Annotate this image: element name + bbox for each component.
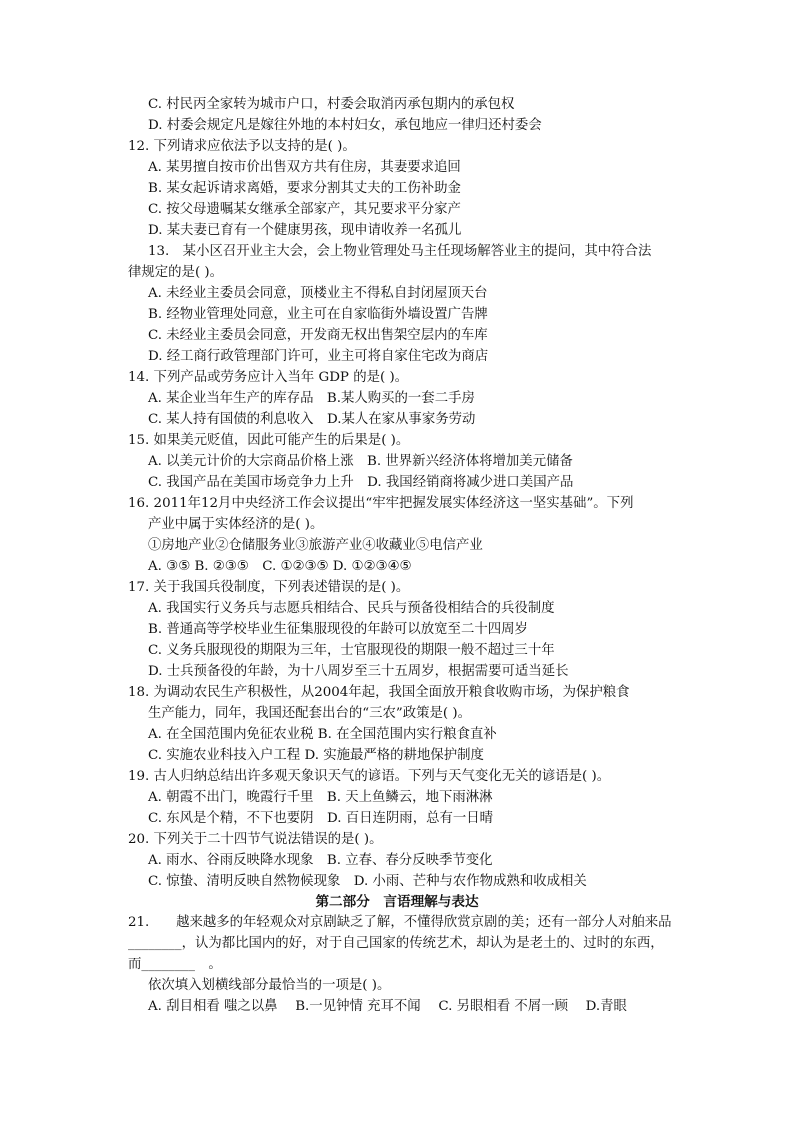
q17-option-c: C. 义务兵服现役的期限为三年，士官服现役的期限一般不超过三十年: [148, 643, 555, 658]
q19-options-ab: A. 朝霞不出门，晚霞行千里 B. 天上鱼鳞云，地下雨淋淋: [148, 790, 493, 805]
q12-option-a: A. 某男擅自按市价出售双方共有住房，其妻要求追回: [148, 160, 461, 175]
q17-stem: 17. 关于我国兵役制度，下列表述错误的是( )。: [128, 580, 410, 595]
q21-options: A. 刮目相看 嗤之以鼻 B.一见钟情 充耳不闻 C. 另眼相看 不屑一顾 D.青眼: [148, 999, 627, 1014]
q13-option-a: A. 未经业主委员会同意，顶楼业主不得私自封闭屋顶天台: [148, 286, 488, 301]
q15-options-ab: A. 以美元计价的大宗商品价格上涨 B. 世界新兴经济体将增加美元储备: [148, 454, 573, 469]
q12-option-b: B. 某女起诉请求离婚，要求分割其丈夫的工伤补助金: [148, 181, 461, 196]
section-heading: 第二部分 言语理解与表达: [315, 894, 479, 910]
q20-options-ab: A. 雨水、谷雨反映降水现象 B. 立春、春分反映季节变化: [148, 853, 493, 868]
q16-stem-line1: 16. 2011年12月中央经济工作会议提出“牢牢把握发展实体经济这一坚实基础”。下列: [128, 496, 634, 511]
q13-stem-line1: 13. 某小区召开业主大会，会上物业管理处马主任现场解答业主的提问，其中符合法: [148, 244, 652, 259]
q14-options-cd: C. 某人持有国债的利息收入 D.某人在家从事家务劳动: [148, 412, 476, 427]
q21-stem-line1: 21. 越来越多的年轻观众对京剧缺乏了解，不懂得欣赏京剧的美；还有一部分人对舶来品: [128, 915, 672, 930]
q17-option-d: D. 士兵预备役的年龄，为十八周岁至三十五周岁，根据需要可适当延长: [148, 664, 569, 679]
q19-options-cd: C. 东风是个精，不下也要阴 D. 百日连阴雨，总有一日晴: [148, 811, 494, 826]
q14-stem: 14. 下列产品或劳务应计入当年 GDP 的是( )。: [128, 370, 409, 385]
q13-option-b: B. 经物业管理处同意，业主可在自家临街外墙设置广告牌: [148, 307, 488, 322]
q19-stem: 19. 古人归纳总结出许多观天象识天气的谚语。下列与天气变化无关的谚语是( )。: [128, 769, 611, 784]
q11-option-d: D. 村委会规定凡是嫁往外地的本村妇女，承包地应一律归还村委会: [148, 118, 542, 133]
q16-choices: ①房地产业②仓储服务业③旅游产业④收藏业⑤电信产业: [148, 538, 483, 553]
q12-option-c: C. 按父母遗嘱某女继承全部家产，其兄要求平分家产: [148, 202, 461, 217]
q15-stem: 15. 如果美元贬值，因此可能产生的后果是( )。: [128, 433, 410, 448]
q18-stem-line2: 生产能力，同年，我国还配套出台的“三农”政策是( )。: [148, 706, 471, 721]
q21-stem-line2: ________，认为都比国内的好，对于自己国家的传统艺术，却认为是老土的、过时的东西，: [128, 936, 664, 951]
q13-option-d: D. 经工商行政管理部门许可，业主可将自家住宅改为商店: [148, 349, 489, 364]
q16-options: A. ③⑤ B. ②③⑤ C. ①②③⑤ D. ①②③④⑤: [148, 559, 412, 574]
q17-option-a: A. 我国实行义务兵与志愿兵相结合、民兵与预备役相结合的兵役制度: [148, 601, 555, 616]
q12-stem: 12. 下列请求应依法予以支持的是( )。: [128, 139, 356, 154]
q12-option-d: D. 某夫妻已育有一个健康男孩，现申请收养一名孤儿: [148, 223, 462, 238]
q20-stem: 20. 下列关于二十四节气说法错误的是( )。: [128, 832, 383, 847]
q17-option-b: B. 普通高等学校毕业生征集服现役的年龄可以放宽至二十四周岁: [148, 622, 528, 637]
q15-options-cd: C. 我国产品在美国市场竞争力上升 D. 我国经销商将减少进口美国产品: [148, 475, 574, 490]
q21-instruction: 依次填入划横线部分最恰当的一项是( )。: [148, 978, 391, 993]
q18-options-ab: A. 在全国范围内免征农业税 B. 在全国范围内实行粮食直补: [148, 727, 497, 742]
q13-option-c: C. 未经业主委员会同意，开发商无权出售架空层内的车库: [148, 328, 488, 343]
q14-options-ab: A. 某企业当年生产的库存品 B.某人购买的一套二手房: [148, 391, 475, 406]
q16-stem-line2: 产业中属于实体经济的是( )。: [148, 517, 324, 532]
q18-options-cd: C. 实施农业科技入户工程 D. 实施最严格的耕地保护制度: [148, 748, 484, 763]
q21-stem-line3: 而________ 。: [128, 957, 222, 972]
q20-options-cd: C. 惊蛰、清明反映自然物候现象 D. 小雨、芒种与农作物成熟和收成相关: [148, 874, 587, 889]
q18-stem-line1: 18. 为调动农民生产积极性，从2004年起，我国全面放开粮食收购市场，为保护粮食: [128, 685, 630, 700]
q13-stem-line2: 律规定的是( )。: [128, 265, 224, 280]
q11-option-c: C. 村民丙全家转为城市户口，村委会取消丙承包期内的承包权: [148, 97, 515, 112]
